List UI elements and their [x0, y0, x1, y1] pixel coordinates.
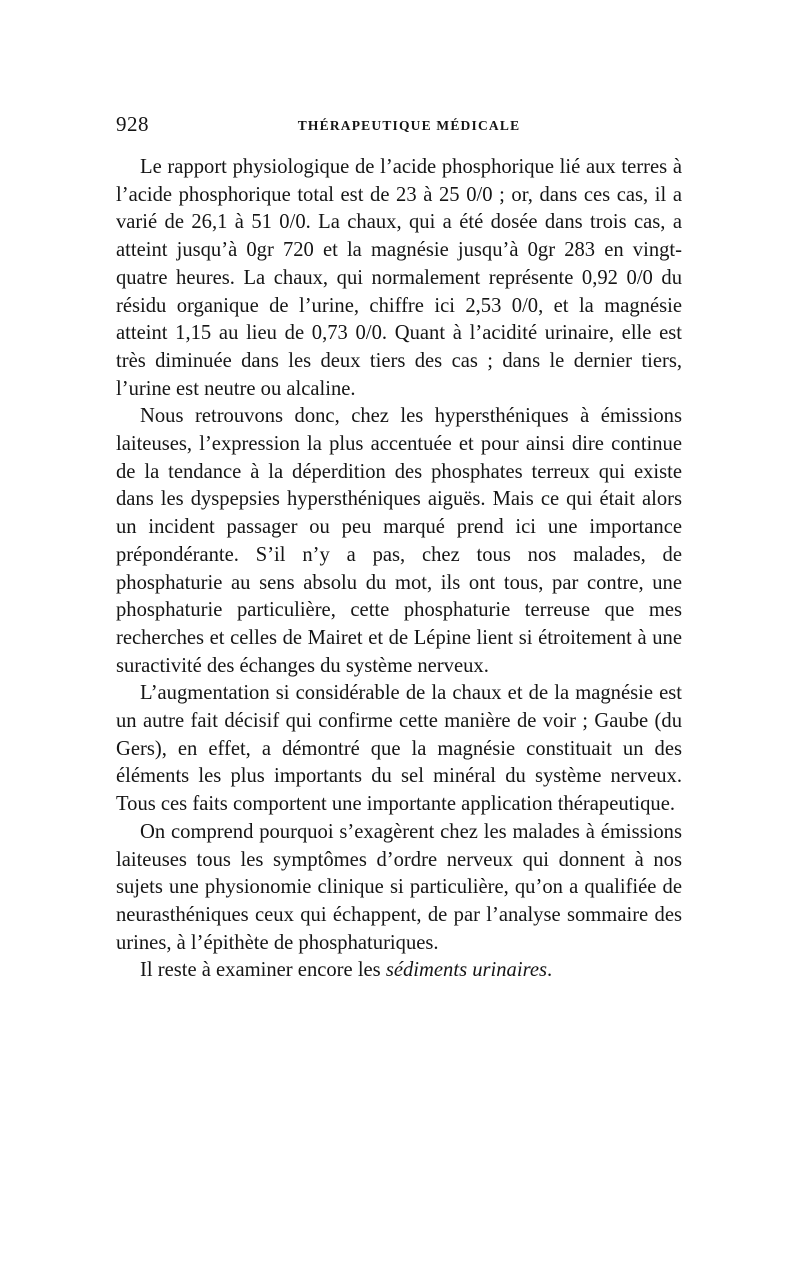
paragraph-urinary-sediments [116, 957, 682, 985]
paragraph-hypersthenic: Nous retrouvons donc, chez les hypersthéniques à émissions laiteuses, l’expression la plus accentuée et pour ainsi dire continue de la tendance à la déperdition des phosphates terreux qui existe dans les dyspepsies hypersthéniques aiguës. Mais ce qui était alors un incident passager ou peu marqué prend ici une importance prépondérante. S’il n’y a pas, chez tous nos malades, de phosphaturie au sens absolu du mot, ils ont tous, par contre, une phosphaturie particulière, cette phosphaturie terreuse que mes recherches et celles de Mairet et de Lépine lient si étroitement à une suractivité des échanges du système nerveux. [116, 405, 682, 677]
paragraph-nervous-symptoms: On comprend pourquoi s’exagèrent chez les malades à émissions laiteuses tous les symptômes d’ordre nerveux qui donnent à nos sujets une physionomie clinique si particulière, qu’on a qualifiée de neurasthéniques ceux qui échappent, de par l’analyse sommaire des urines, à l’épithète de phosphaturiques. [116, 820, 682, 954]
final-line-lead: Il reste à examiner encore les [140, 959, 386, 982]
paragraph-phosphoric-acid: Le rapport physiologique de l’acide phosphorique lié aux terres à l’acide phosphorique total est de 23 à 25 0/0 ; or, dans ces cas, il a varié de 26,1 à 51 0/0. La chaux, qui a été dosée dans trois cas, a atteint jusqu’à 0gr 720 et la magnésie jusqu’à 0gr 283 en vingt-quatre heures. La chaux, qui normalement représente 0,92 0/0 du résidu organique de l’urine, chiffre ici 2,53 0/0, et la magnésie atteint 1,15 au lieu de 0,73 0/0. Quant à l’acidité urinaire, elle est très diminuée dans les deux tiers des cas ; dans le dernier tiers, l’urine est neutre ou alcaline. [116, 156, 682, 400]
final-line-end: . [546, 959, 553, 982]
book-page [116, 112, 682, 985]
paragraph-lime-magnesia: L’augmentation si considérable de la chaux et de la magnésie est un autre fait décisif qui confirme cette manière de voir ; Gaube (du Gers), en effet, a démontré que la magnésie constituait un des éléments les plus importants du sel minéral du système nerveux. Tous ces faits comportent une importante application thérapeutique. [116, 682, 682, 816]
page-number: 928 [116, 112, 149, 136]
running-title: THÉRAPEUTIQUE MÉDICALE [297, 118, 521, 133]
running-head [116, 112, 682, 142]
final-line-emphasis: sédiments urinaires [385, 959, 547, 982]
body-text [116, 154, 682, 985]
